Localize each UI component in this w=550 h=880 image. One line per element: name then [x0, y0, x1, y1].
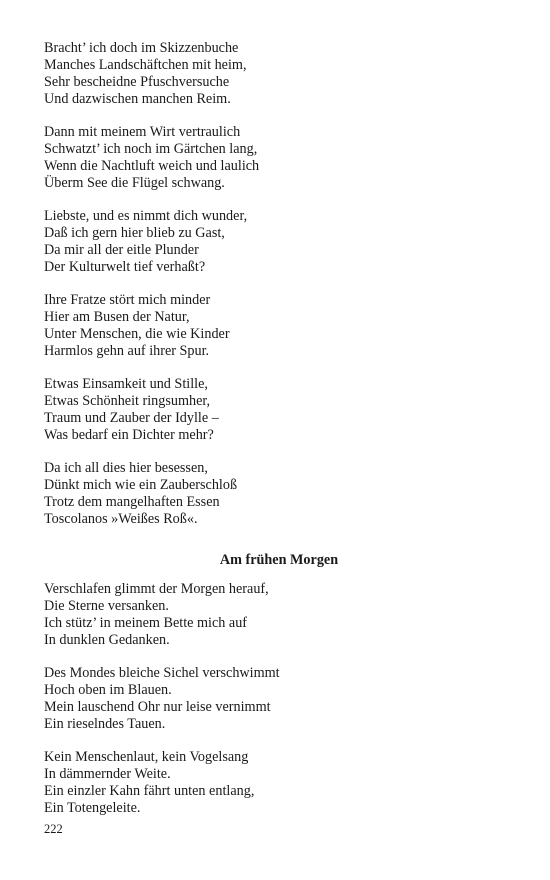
stanza — [44, 749, 514, 817]
verse-line: Schwatzt’ ich noch im Gärtchen lang, — [44, 141, 258, 157]
verse-line: In dunklen Gedanken. — [44, 632, 170, 648]
stanza — [44, 460, 514, 528]
verse-line: Harmlos gehn auf ihrer Spur. — [44, 343, 210, 359]
stanza — [44, 208, 514, 276]
verse-line: Mein lauschend Ohr nur leise vernimmt — [44, 699, 271, 715]
verse-line: Ein rieselndes Tauen. — [44, 716, 166, 732]
verse-line: Ein Totengeleite. — [44, 800, 141, 816]
verse-line: Bracht’ ich doch im Skizzenbuche — [44, 40, 239, 56]
verse-line: Liebste, und es nimmt dich wunder, — [44, 208, 248, 224]
verse-line: Sehr bescheidne Pfuschversuche — [44, 74, 230, 90]
verse-line: Des Mondes bleiche Sichel verschwimmt — [44, 665, 280, 681]
stanza — [44, 376, 514, 444]
verse-line: Etwas Einsamkeit und Stille, — [44, 376, 208, 392]
verse-line: Manches Landschäftchen mit heim, — [44, 57, 247, 73]
verse-line: Ich stütz’ in meinem Bette mich auf — [44, 615, 248, 631]
poem-2 — [44, 581, 514, 817]
verse-line: Daß ich gern hier blieb zu Gast, — [44, 225, 225, 241]
verse-line: Hier am Busen der Natur, — [44, 309, 190, 325]
verse-line: Trotz dem mangelhaften Essen — [44, 494, 220, 510]
verse-line: Da ich all dies hier besessen, — [44, 460, 208, 476]
verse-line: Unter Menschen, die wie Kinder — [44, 326, 230, 342]
stanza — [44, 124, 514, 192]
verse-line: In dämmernder Weite. — [44, 766, 171, 782]
poem-1 — [44, 40, 514, 528]
verse-line: Dünkt mich wie ein Zauberschloß — [44, 477, 238, 493]
verse-line: Toscolanos »Weißes Roß«. — [44, 511, 198, 527]
verse-line: Wenn die Nachtluft weich und laulich — [44, 158, 260, 174]
stanza — [44, 292, 514, 360]
poem-title: Am frühen Morgen — [219, 552, 339, 568]
verse-line: Die Sterne versanken. — [44, 598, 169, 614]
book-page — [44, 40, 514, 817]
verse-line: Was bedarf ein Dichter mehr? — [44, 427, 214, 443]
verse-line: Ein einzler Kahn fährt unten entlang, — [44, 783, 255, 799]
stanza — [44, 665, 514, 733]
verse-line: Dann mit meinem Wirt vertraulich — [44, 124, 241, 140]
verse-line: Etwas Schönheit ringsumher, — [44, 393, 211, 409]
verse-line: Traum und Zauber der Idylle – — [44, 410, 219, 426]
verse-line: Der Kulturwelt tief verhaßt? — [44, 259, 206, 275]
verse-line: Da mir all der eitle Plunder — [44, 242, 199, 258]
page-number: 222 — [44, 822, 63, 836]
stanza — [44, 581, 514, 649]
verse-line: Und dazwischen manchen Reim. — [44, 91, 231, 107]
verse-line: Verschlafen glimmt der Morgen herauf, — [44, 581, 269, 597]
verse-line: Ihre Fratze stört mich minder — [44, 292, 211, 308]
verse-line: Hoch oben im Blauen. — [44, 682, 172, 698]
verse-line: Überm See die Flügel schwang. — [44, 175, 225, 191]
stanza — [44, 40, 514, 108]
verse-line: Kein Menschenlaut, kein Vogelsang — [44, 749, 249, 765]
